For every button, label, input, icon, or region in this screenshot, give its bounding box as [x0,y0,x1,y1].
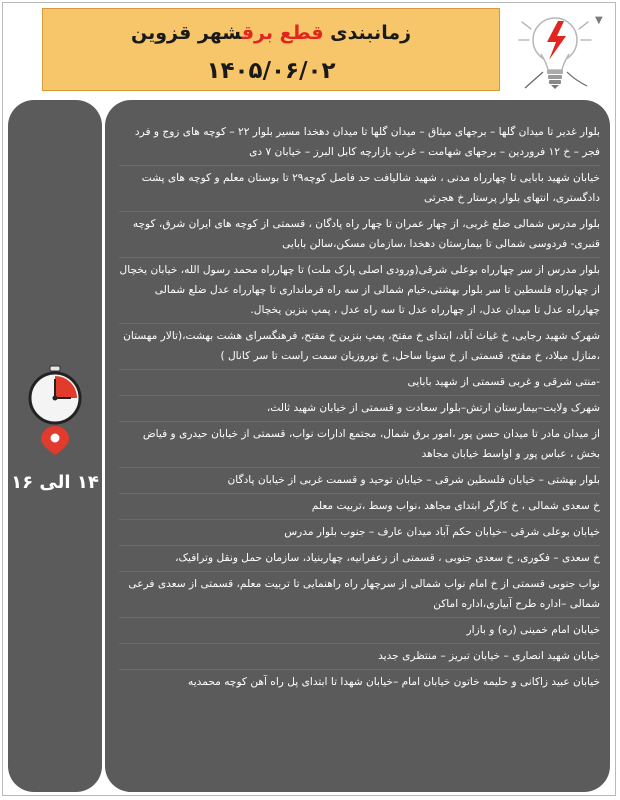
area-item: خیابان عبید زاکانی و حلیمه خاتون خیابان امام –خیابان شهدا تا ابتدای پل راه آهن کوچه محمدیه [188,676,600,688]
outage-time: ۱۴ الی ۱۶ [11,472,99,493]
dropdown-arrow-icon[interactable]: ▼ [595,15,603,26]
area-list [119,120,600,695]
area-item: نواب جنوبی قسمتی از خ امام نواب شمالی از سرچهار راه راهنمایی تا تربیت معلم، قسمتی از سعدی فرعی شمالی –اداره طرح آبیاری،اداره اماکن [119,572,600,618]
timer-location-pin-icon [24,364,86,456]
area-item: شهرک شهید رجایی، خ غیاث آباد، ابتدای خ مفتح، پمپ بنزین خ مفتح، فرهنگسرای هشت بهشت،(تالار مهستان ،منازل میلاد، خ مفتح، قسمتی از خ سونا ساحل، خ نوروزیان سمت راست تا سر کانال ) [119,324,600,370]
area-item: شهرک ولایت–بیمارستان ارتش–بلوار سعادت و قسمتی از خیابان شهید ثالث، [119,396,600,422]
area-item: بلوار مدرس شمالی ضلع غربی، از چهار عمران تا چهار راه پادگان ، قسمتی از کوچه های ایران شرق، کوچه قنبری- فردوسی شمالی تا بیمارستان دهخدا ،سازمان مسکن،سالن بابایی [119,212,600,258]
area-item: خیابان شهید انصاری – خیابان تبریز – منتظری جدید [119,644,600,670]
title-prefix: زمانبندی [330,22,412,44]
area-item: خ سعدی – فکوری، خ سعدی جنوبی ، قسمتی از زعفرانیه، چهاربنیاد، سازمان حمل ونقل وترافیک، [119,546,600,572]
area-item: بلوار غدیر تا میدان گلها – برجهای میثاق – میدان گلها تا میدان دهخدا مسیر بلوار ۲۲ – کوچه های زوج و فرد فجر – خ ۱۲ فروردین – برجهای شهامت – غرب بازارچه کابل البرز – خیابان ۷ دی [119,120,600,166]
time-panel [8,100,102,792]
area-item: بلوار مدرس از سر چهارراه بوعلی شرقی(ورودی اصلی پارک ملت) تا چهارراه محمد رسول الله، خیابان یخچال از چهارراه فلسطین تا سر بلوار بهشتی،خیام شمالی از سه راه فرمانداری تا چهارراه عدل ضلع شمالی چهارراه عدل تا میدان عدل، از چهارراه عدل تا سه راه عدل ، پمپ بنزین یخچال. [119,258,600,324]
area-item: -منتی شرقی و غربی قسمتی از شهید بابایی [119,370,600,396]
title-highlight: قطع برق [241,22,324,44]
page-title [43,22,499,44]
area-item: خیابان شهید بابایی تا چهارراه مدنی ، شهید شالیافت حد فاصل کوچه۲۹ تا بوستان معلم و کوچه های پشت دادگستری، انتهای بلوار پرستار خ هجرتی [119,166,600,212]
area-item: از میدان مادر تا میدان حسن پور ،امور برق شمال، مجتمع ادارات نواب، قسمتی از خیابان حیدری و فیاض بخش ، عباس پور و اواسط خیابان مجاهد [119,422,600,468]
area-item: خیابان بوعلی شرقی –خیابان حکم آباد میدان عارف – جنوب بلوار مدرس [119,520,600,546]
area-item: بلوار بهشتی – خیابان فلسطین شرقی – خیابان توحید و قسمت غربی از خیابان پادگان [119,468,600,494]
areas-panel [105,100,610,792]
header-banner [42,8,500,91]
area-item: خ سعدی شمالی ، خ کارگر ابتدای مجاهد ،نواب وسط ،تربیت معلم [119,494,600,520]
area-item: خیابان امام خمینی (ره) و بازار [119,618,600,644]
title-suffix: شهر قزوین [130,22,242,44]
schedule-date: ۱۴۰۵/۰۶/۰۲ [206,58,336,84]
light-bulb-lightning-icon [511,10,601,90]
